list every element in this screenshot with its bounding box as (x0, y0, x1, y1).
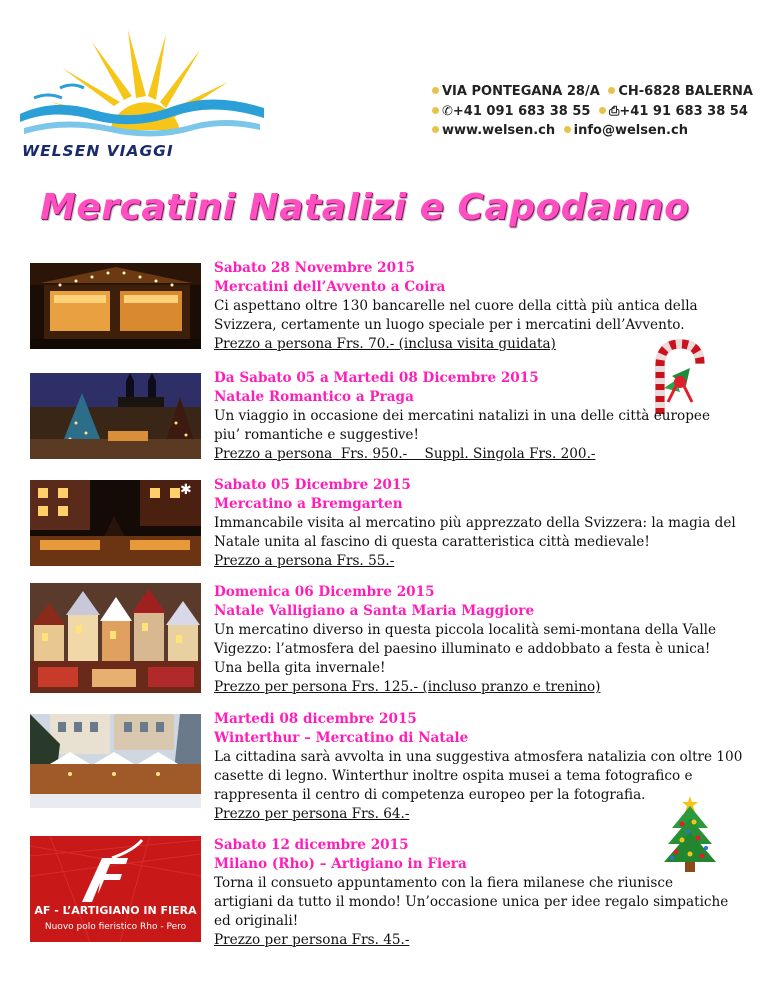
fax-number: +41 91 683 38 54 (619, 103, 748, 119)
event-description: rappresenta il centro di competenza europeo per la fotografia. (214, 787, 646, 803)
event-item (30, 583, 750, 698)
event-description: ed originali! (214, 913, 299, 929)
event-price: Prezzo per persona Frs. 64.- (214, 806, 410, 822)
event-text (214, 583, 754, 697)
event-price: Prezzo a persona Frs. 70.- (inclusa visita guidata) (214, 336, 556, 352)
website-link[interactable]: www.welsen.ch (442, 123, 556, 138)
event-description: Un viaggio in occasione dei mercatini natalizi in una delle città europee (214, 408, 710, 424)
sun-waves-icon (14, 30, 274, 150)
event-price: Prezzo per persona Frs. 125.- (incluso pranzo e trenino) (214, 679, 601, 695)
event-name: Natale Romantico a Praga (214, 389, 414, 405)
welsen-viaggi-logo (14, 30, 274, 160)
address: VIA PONTEGANA 28/A (442, 84, 600, 99)
bullet-icon (608, 87, 615, 94)
christmas-market-stall-photo (30, 263, 201, 349)
event-text (214, 836, 754, 950)
event-description: Natale unita al fascino di questa caratteristica città medievale! (214, 534, 650, 550)
event-text (214, 369, 754, 464)
bullet-icon (432, 87, 439, 94)
event-description: Svizzera, certamente un luogo speciale per i mercatini dell’Avvento. (214, 317, 685, 333)
event-item (30, 836, 750, 951)
event-item (30, 369, 750, 465)
event-date: Martedi 08 dicembre 2015 (214, 711, 417, 727)
email-link[interactable]: info@welsen.ch (573, 123, 688, 138)
event-description: Immancabile visita al mercatino più apprezzato della Svizzera: la magia del (214, 515, 736, 531)
phone-row (432, 102, 753, 122)
prague-christmas-square-photo (30, 373, 201, 459)
address-row (432, 82, 753, 102)
artigiano-in-fiera-logo (30, 836, 201, 942)
phone-number: +41 091 683 38 55 (452, 103, 591, 119)
contact-info (432, 82, 753, 141)
event-description: Una bella gita invernale! (214, 660, 386, 676)
event-text (214, 476, 754, 571)
bullet-icon (564, 126, 571, 133)
event-name: Winterthur – Mercatino di Natale (214, 730, 469, 746)
event-name: Milano (Rho) – Artigiano in Fiera (214, 856, 467, 872)
winterthur-snow-market-photo (30, 714, 201, 808)
web-row (432, 121, 753, 141)
event-description: La cittadina sarà avvolta in una suggestiva atmosfera natalizia con oltre 100 (214, 749, 743, 765)
event-name: Mercatini dell’Avvento a Coira (214, 279, 446, 295)
bullet-icon (599, 107, 606, 114)
bullet-icon (432, 107, 439, 114)
event-description: Torna il consueto appuntamento con la fiera milanese che riunisce (214, 875, 674, 891)
event-date: Da Sabato 05 a Martedi 08 Dicembre 2015 (214, 370, 539, 386)
event-price: Prezzo a persona Frs. 55.- (214, 553, 395, 569)
page-title: Mercatini Natalizi e Capodanno (40, 187, 690, 228)
event-name: Natale Valligiano a Santa Maria Maggiore (214, 603, 535, 619)
event-price: Prezzo a persona Frs. 950.- Suppl. Singola Frs. 200.- (214, 446, 596, 462)
event-date: Domenica 06 Dicembre 2015 (214, 584, 435, 600)
event-description: casette di legno. Winterthur inoltre ospita musei a tema fotografico e (214, 768, 693, 784)
postal-code: CH-6828 BALERNA (618, 84, 753, 99)
event-item (30, 259, 750, 355)
banner-subtitle: Nuovo polo fieristico Rho - Pero (44, 922, 187, 932)
brand-name: WELSEN VIAGGI (22, 142, 174, 160)
event-date: Sabato 12 dicembre 2015 (214, 837, 409, 853)
bremgarten-night-market-photo (30, 480, 201, 566)
event-date: Sabato 28 Novembre 2015 (214, 260, 415, 276)
event-item (30, 476, 750, 572)
event-item (30, 710, 750, 825)
event-description: Ci aspettano oltre 130 bancarelle nel cuore della città più antica della (214, 298, 698, 314)
event-name: Mercatino a Bremgarten (214, 496, 403, 512)
event-description: Vigezzo: l’atmosfera del paesino illuminato e addobbato a festa è unica! (214, 641, 711, 657)
event-description: artigiani da tutto il mondo! Un’occasione unica per idee regalo simpatiche (214, 894, 729, 910)
bullet-icon (432, 126, 439, 133)
event-description: piu’ romantiche e suggestive! (214, 427, 419, 443)
phone-icon: ✆ (442, 103, 453, 119)
event-price: Prezzo per persona Frs. 45.- (214, 932, 410, 948)
svg-text:✱: ✱ (180, 482, 192, 498)
fax-icon: ⎙ (608, 103, 620, 119)
event-date: Sabato 05 Dicembre 2015 (214, 477, 411, 493)
event-description: Un mercatino diverso in questa piccola località semi-montana della Valle (214, 622, 717, 638)
banner-title: AF - L’ARTIGIANO IN FIERA (34, 904, 197, 917)
miniature-houses-photo (30, 583, 201, 693)
